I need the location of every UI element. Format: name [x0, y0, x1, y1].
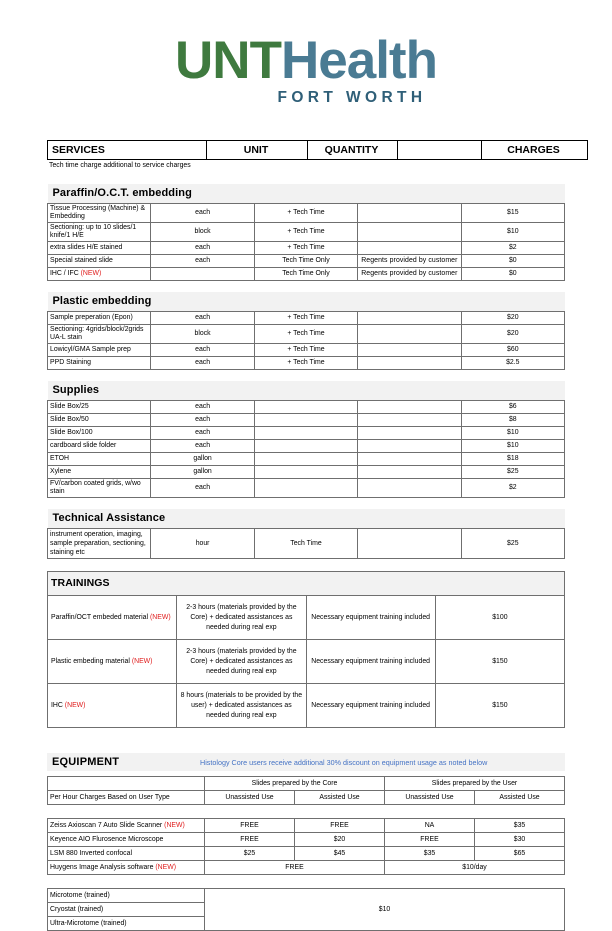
equipment-table-host	[47, 776, 565, 931]
row-service-name: Sectioning: 4grids/block/2grids UA-L stain	[48, 324, 151, 343]
row-charge: $25	[461, 465, 564, 478]
table-row	[48, 241, 565, 254]
row-unit: each	[151, 356, 254, 369]
row-service-name: Special stained slide	[48, 254, 151, 267]
row-note	[358, 439, 461, 452]
row-quantity	[254, 426, 357, 439]
row-charge: $20	[461, 324, 564, 343]
equipment-group-core: Slides prepared by the Core	[205, 777, 385, 791]
row-service-name: Slide Box/25	[48, 400, 151, 413]
row-charge: $8	[461, 413, 564, 426]
row-quantity	[254, 465, 357, 478]
row-unit: each	[151, 413, 254, 426]
new-badge: (NEW)	[80, 269, 102, 277]
row-quantity: + Tech Time	[254, 311, 357, 324]
equipment-core-unassisted: FREE	[205, 819, 295, 833]
row-quantity: + Tech Time	[254, 222, 357, 241]
equipment-core-assisted: FREE	[295, 819, 385, 833]
row-note	[358, 413, 461, 426]
row-service-name: Slide Box/100	[48, 426, 151, 439]
logo-block	[0, 0, 612, 106]
equipment-group-blank	[48, 777, 205, 791]
row-quantity: + Tech Time	[254, 241, 357, 254]
trained-instrument-name: Microtome (trained)	[48, 889, 205, 903]
row-unit: block	[151, 222, 254, 241]
equipment-software-core-value: FREE	[205, 861, 385, 875]
row-unit: each	[151, 426, 254, 439]
row-service-name: instrument operation, imaging, sample preparation, sectioning, staining etc	[48, 528, 151, 559]
row-service-name: FV/carbon coated grids, w/wo stain	[48, 478, 151, 497]
equipment-user-assisted: $35	[475, 819, 565, 833]
row-unit: each	[151, 478, 254, 497]
logo-health-text: Health	[280, 31, 437, 90]
equipment-row	[48, 819, 565, 833]
table-row	[48, 439, 565, 452]
equipment-core-assisted: $20	[295, 833, 385, 847]
row-service-name: ETOH	[48, 452, 151, 465]
row-quantity: + Tech Time	[254, 324, 357, 343]
table-row	[48, 204, 565, 223]
equipment-discount-note: Histology Core users receive additional 30% discount on equipment usage as noted below	[200, 757, 488, 767]
training-equipment: Necessary equipment training included	[306, 596, 435, 640]
row-quantity: Tech Time Only	[254, 254, 357, 267]
table-row	[48, 267, 565, 280]
section-header-row	[48, 509, 565, 529]
row-service-name: IHC / IFC (NEW)	[48, 267, 151, 280]
price-sheet	[47, 140, 565, 931]
equipment-software-name: Huygens Image Analysis software (NEW)	[48, 861, 205, 875]
row-unit: gallon	[151, 452, 254, 465]
row-note	[358, 311, 461, 324]
new-badge: (NEW)	[149, 613, 171, 621]
row-unit: each	[151, 204, 254, 223]
row-note	[358, 426, 461, 439]
row-service-name: Slide Box/50	[48, 413, 151, 426]
row-charge: $2.5	[461, 356, 564, 369]
row-quantity	[254, 478, 357, 497]
table-row	[48, 254, 565, 267]
equipment-user-assisted: $65	[475, 847, 565, 861]
equipment-name: Zeiss Axioscan 7 Auto Slide Scanner (NEW)	[48, 819, 205, 833]
section-table	[47, 370, 565, 498]
trainings-title: TRAININGS	[48, 572, 565, 596]
row-quantity: + Tech Time	[254, 204, 357, 223]
row-unit: each	[151, 241, 254, 254]
section-title: Plastic embedding	[48, 292, 565, 312]
trained-instrument-name: Ultra-Microtome (trained)	[48, 917, 205, 931]
equipment-group-user: Slides prepared by the User	[385, 777, 565, 791]
training-row	[48, 596, 565, 640]
row-unit: each	[151, 311, 254, 324]
new-badge: (NEW)	[155, 863, 176, 871]
training-price: $150	[435, 684, 564, 728]
equipment-subheader-user-assisted: Assisted Use	[475, 791, 565, 805]
training-price: $100	[435, 596, 564, 640]
row-note	[358, 241, 461, 254]
row-quantity	[254, 439, 357, 452]
equipment-user-unassisted: NA	[385, 819, 475, 833]
row-service-name: Sample preperation (Epon)	[48, 311, 151, 324]
row-quantity	[254, 400, 357, 413]
row-unit: each	[151, 254, 254, 267]
header-services: SERVICES	[48, 141, 207, 160]
row-unit: each	[151, 400, 254, 413]
row-service-name: PPD Staining	[48, 356, 151, 369]
row-service-name: Tissue Processing (Machine) & Embedding	[48, 204, 151, 223]
row-charge: $2	[461, 478, 564, 497]
training-name: Paraffin/OCT embeded material (NEW)	[48, 596, 177, 640]
row-quantity: + Tech Time	[254, 343, 357, 356]
table-row	[48, 465, 565, 478]
equipment-user-assisted: $30	[475, 833, 565, 847]
equipment-heading-band	[47, 753, 565, 771]
logo-subtitle: FORT WORTH	[277, 89, 427, 106]
equipment-table	[47, 776, 565, 931]
row-charge: $0	[461, 254, 564, 267]
row-charge: $2	[461, 241, 564, 254]
row-charge: $60	[461, 343, 564, 356]
row-quantity	[254, 452, 357, 465]
section-header-row	[48, 381, 565, 401]
row-note	[358, 400, 461, 413]
trained-instrument-row	[48, 889, 565, 903]
training-row	[48, 640, 565, 684]
row-charge: $10	[461, 426, 564, 439]
table-row	[48, 478, 565, 497]
row-service-name: extra slides H/E stained	[48, 241, 151, 254]
header-quantity: QUANTITY	[308, 141, 398, 160]
section-title: Technical Assistance	[48, 509, 565, 529]
row-quantity: + Tech Time	[254, 356, 357, 369]
services-header-table	[47, 140, 588, 160]
table-row	[48, 426, 565, 439]
equipment-core-unassisted: $25	[205, 847, 295, 861]
row-service-name: Sectioning: up to 10 slides/1 knife/1 H/E	[48, 222, 151, 241]
equipment-title: EQUIPMENT	[52, 756, 120, 769]
training-description: 2-3 hours (materials provided by the Core) + dedicated assistances as needed during real exp	[177, 596, 306, 640]
row-unit	[151, 267, 254, 280]
equipment-user-unassisted: FREE	[385, 833, 475, 847]
equipment-core-unassisted: FREE	[205, 833, 295, 847]
training-name: IHC (NEW)	[48, 684, 177, 728]
trainings-table	[47, 571, 565, 728]
trainings-section	[47, 571, 565, 728]
row-note	[358, 478, 461, 497]
table-row	[48, 528, 565, 559]
row-note	[358, 452, 461, 465]
row-quantity: Tech Time	[254, 528, 357, 559]
equipment-name: LSM 880 Inverted confocal	[48, 847, 205, 861]
header-blank	[398, 141, 482, 160]
table-row	[48, 343, 565, 356]
equipment-row	[48, 833, 565, 847]
table-row	[48, 311, 565, 324]
service-sections	[47, 173, 565, 559]
section-table	[47, 281, 565, 370]
equipment-row-label: Per Hour Charges Based on User Type	[48, 791, 205, 805]
row-unit: gallon	[151, 465, 254, 478]
training-row	[48, 684, 565, 728]
equipment-subheader-core-assisted: Assisted Use	[295, 791, 385, 805]
new-badge: (NEW)	[164, 821, 185, 829]
trainings-header-row	[48, 572, 565, 596]
equipment-subheader-row	[48, 791, 565, 805]
row-note	[358, 204, 461, 223]
section-table	[47, 173, 565, 281]
row-charge: $10	[461, 439, 564, 452]
equipment-subheader-core-unassisted: Unassisted Use	[205, 791, 295, 805]
table-row	[48, 324, 565, 343]
row-charge: $0	[461, 267, 564, 280]
logo-unt-text: UNT	[175, 31, 281, 90]
equipment-subheader-user-unassisted: Unassisted Use	[385, 791, 475, 805]
row-note	[358, 465, 461, 478]
section-title: Paraffin/O.C.T. embedding	[48, 184, 565, 204]
equipment-user-unassisted: $35	[385, 847, 475, 861]
table-row	[48, 452, 565, 465]
section-table	[47, 498, 565, 560]
row-note	[358, 528, 461, 559]
row-quantity: Tech Time Only	[254, 267, 357, 280]
header-charges: CHARGES	[482, 141, 588, 160]
row-charge: $10	[461, 222, 564, 241]
row-charge: $20	[461, 311, 564, 324]
training-equipment: Necessary equipment training included	[306, 640, 435, 684]
logo-wordmark	[0, 31, 612, 90]
row-note	[358, 356, 461, 369]
row-charge: $18	[461, 452, 564, 465]
section-header-row	[48, 292, 565, 312]
training-equipment: Necessary equipment training included	[306, 684, 435, 728]
row-service-name: cardboard slide folder	[48, 439, 151, 452]
trained-instrument-name: Cryostat (trained)	[48, 903, 205, 917]
section-header-row	[48, 184, 565, 204]
table-row	[48, 222, 565, 241]
row-unit: each	[151, 343, 254, 356]
row-charge: $25	[461, 528, 564, 559]
row-quantity	[254, 413, 357, 426]
training-name: Plastic embeding material (NEW)	[48, 640, 177, 684]
row-note: Regents provided by customer	[358, 254, 461, 267]
row-note	[358, 324, 461, 343]
row-note	[358, 222, 461, 241]
row-unit: each	[151, 439, 254, 452]
row-charge: $6	[461, 400, 564, 413]
tech-time-note: Tech time charge additional to service charges	[49, 162, 191, 169]
training-description: 8 hours (materials to be provided by the user) + dedicated assistances as needed during real exp	[177, 684, 306, 728]
table-header-row	[48, 141, 588, 160]
row-unit: block	[151, 324, 254, 343]
equipment-name: Keyence AIO Flurosence Microscope	[48, 833, 205, 847]
table-row	[48, 356, 565, 369]
row-service-name: Xylene	[48, 465, 151, 478]
equipment-core-assisted: $45	[295, 847, 385, 861]
training-description: 2-3 hours (materials provided by the Core) + dedicated assistances as needed during real exp	[177, 640, 306, 684]
section-title: Supplies	[48, 381, 565, 401]
table-row	[48, 413, 565, 426]
row-unit: hour	[151, 528, 254, 559]
equipment-row	[48, 847, 565, 861]
row-service-name: Lowicyl/GMA Sample prep	[48, 343, 151, 356]
new-badge: (NEW)	[64, 701, 86, 709]
equipment-software-user-value: $10/day	[385, 861, 565, 875]
equipment-group-row	[48, 777, 565, 791]
table-row	[48, 400, 565, 413]
new-badge: (NEW)	[131, 657, 153, 665]
header-unit: UNIT	[207, 141, 308, 160]
row-note: Regents provided by customer	[358, 267, 461, 280]
equipment-software-row	[48, 861, 565, 875]
trained-instrument-price: $10	[205, 889, 565, 931]
row-charge: $15	[461, 204, 564, 223]
row-note	[358, 343, 461, 356]
training-price: $150	[435, 640, 564, 684]
